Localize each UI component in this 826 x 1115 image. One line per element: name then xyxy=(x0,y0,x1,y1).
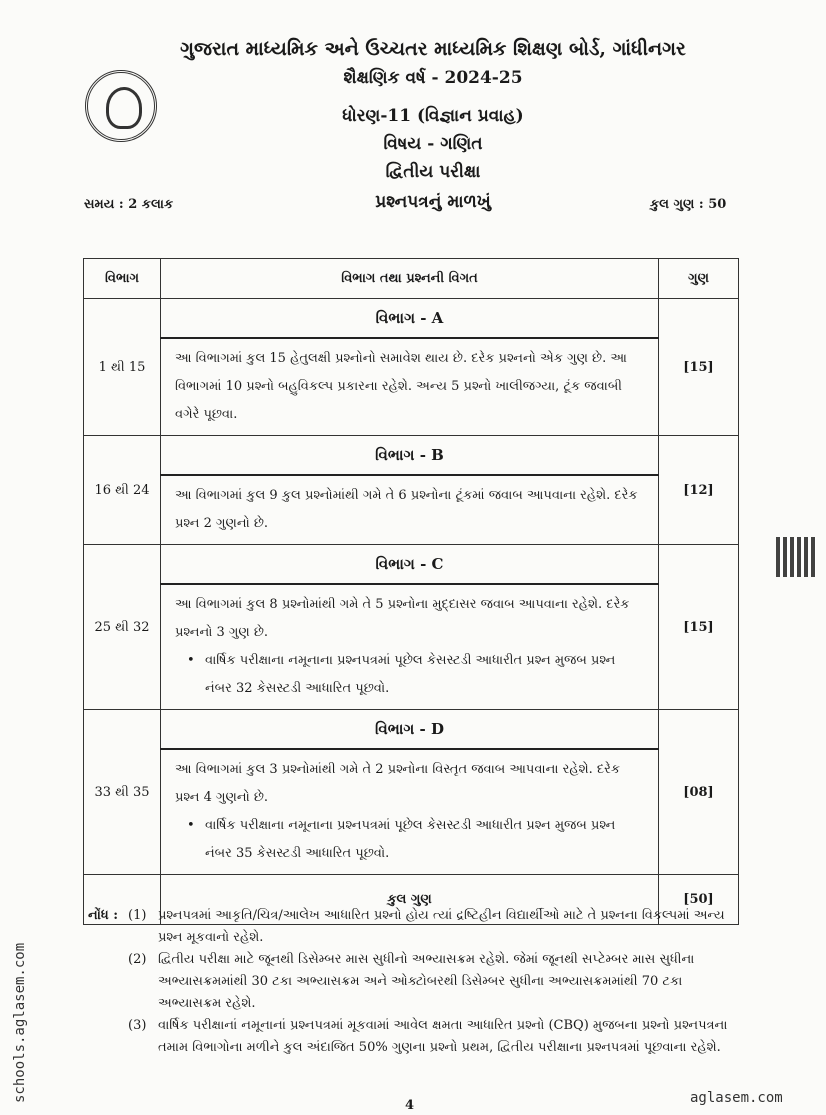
paper-structure-title: પ્રશ્નપત્રનું માળખું xyxy=(375,192,491,212)
total-label: કુલ ગુણ xyxy=(161,875,659,925)
section-range: 16 થી 24 xyxy=(84,436,161,545)
time-duration: સમય : 2 કલાક xyxy=(84,197,174,212)
section-bullet: • વાર્ષિક પરીક્ષાના નમૂનાના પ્રશ્નપત્રમાં પૂછેલ કેસસ્ટડી આધારીત પ્રશ્ન મુજબ પ્રશ્ન નંબર 35 કેસસ્ટડી આધારિત પૂછવો. xyxy=(175,812,644,868)
header-details: વિભાગ તથા પ્રશ્નની વિગત xyxy=(161,259,659,299)
section-bullet: • વાર્ષિક પરીક્ષાના નમૂનાના પ્રશ્નપત્રમાં પૂછેલ કેસસ્ટડી આધારીત પ્રશ્ન મુજબ પ્રશ્ન નંબર 32 કેસસ્ટડી આધારિત પૂછવો. xyxy=(175,647,644,703)
section-marks: [15] xyxy=(659,545,739,710)
table-header-row xyxy=(84,259,739,299)
paper-structure-table xyxy=(83,258,739,925)
section-marks: [12] xyxy=(659,436,739,545)
note-text: પ્રશ્નપત્રમાં આકૃતિ/ચિત્ર/આલેખ આધારિત પ્રશ્નો હોય ત્યાં દ્રષ્ટિહીન વિદ્યાર્થીઓ માટે તે પ્રશ્નના વિકલ્પમાં અન્ય પ્રશ્ન મૂકવાનો રહેશે. xyxy=(158,908,725,945)
page-number: 4 xyxy=(405,1098,415,1113)
section-text: આ વિભાગમાં કુલ 15 હેતુલક્ષી પ્રશ્નોનો સમાવેશ થાય છે. દરેક પ્રશ્નનો એક ગુણ છે. આ વિભાગમાં 10 પ્રશ્નો બહુવિકલ્પ પ્રકારના રહેશે. અન્ય 5 પ્રશ્નો ખાલીજગ્યા, ટૂંક જવાબી વગેરે પૂછવા. xyxy=(161,338,659,436)
section-c-title-row xyxy=(84,545,739,585)
notes xyxy=(88,905,748,1059)
section-text: આ વિભાગમાં કુલ 8 પ્રશ્નોમાંથી ગમે તે 5 પ્રશ્નોના મુદ્દાસર જવાબ આપવાના રહેશે. દરેક પ્રશ્નનો 3 ગુણ છે. xyxy=(175,597,630,640)
total-marks: [50] xyxy=(659,875,739,925)
note-number: (3) xyxy=(128,1018,147,1033)
note-text: દ્વિતીય પરીક્ષા માટે જૂનથી ડિસેમ્બર માસ સુધીનો અભ્યાસક્રમ રહેશે. જેમાં જૂનથી સપ્ટેમ્બર માસ સુધીના અભ્યાસક્રમમાંથી 30 ટકા અભ્યાસક્રમ અને ઓક્ટોબરથી ડિસેમ્બર સુધીના અભ્યાસક્રમમાંથી 70 ટકા અભ્યાસક્રમ રહેશે. xyxy=(158,952,695,1011)
section-marks: [15] xyxy=(659,299,739,436)
section-a-title-row xyxy=(84,299,739,339)
notes-label: નોંધ : xyxy=(88,908,119,923)
section-marks: [08] xyxy=(659,710,739,875)
section-title: વિભાગ - C xyxy=(161,545,659,585)
section-d-title-row xyxy=(84,710,739,750)
section-title: વિભાગ - D xyxy=(161,710,659,750)
header-marks: ગુણ xyxy=(659,259,739,299)
section-range: 33 થી 35 xyxy=(84,710,161,875)
section-text: આ વિભાગમાં કુલ 9 કુલ પ્રશ્નોમાંથી ગમે તે 6 પ્રશ્નોના ટૂંકમાં જવાબ આપવાના રહેશે. દરેક પ્રશ્ન 2 ગુણનો છે. xyxy=(161,475,659,545)
note-text: વાર્ષિક પરીક્ષાનાં નમૂનાનાં પ્રશ્નપત્રમાં મૂકવામાં આવેલ ક્ષમતા આધારિત પ્રશ્નો (CBQ) મુજબના પ્રશ્નો પ્રશ્નપત્રના તમામ વિભાગોના મળીને કુલ અંદાજિત 50% ગુણના પ્રશ્નો પ્રથમ, દ્વિતીય પરીક્ષાના પ્રશ્નપત્રમાં પૂછવાના રહેશે. xyxy=(158,1018,728,1055)
note-number: (2) xyxy=(128,952,147,967)
exam-name: દ્વિતીય પરીક્ષા xyxy=(385,162,481,182)
bottom-watermark: aglasem.com xyxy=(690,1090,783,1106)
side-watermark: schools.aglasem.com xyxy=(12,942,28,1103)
total-marks-header: કુલ ગુણ : 50 xyxy=(650,197,727,212)
note-number: (1) xyxy=(128,908,147,923)
section-title: વિભાગ - A xyxy=(161,299,659,339)
section-range: 25 થી 32 xyxy=(84,545,161,710)
standard: ધોરણ-11 (વિજ્ઞાન પ્રવાહ) xyxy=(342,106,524,126)
subject: વિષય - ગણિત xyxy=(383,134,483,154)
section-text: આ વિભાગમાં કુલ 3 પ્રશ્નોમાંથી ગમે તે 2 પ્રશ્નોના વિસ્તૃત જવાબ આપવાના રહેશે. દરેક પ્રશ્ન 4 ગુણનો છે. xyxy=(175,762,621,805)
section-b-title-row xyxy=(84,436,739,476)
header-section: વિભાગ xyxy=(84,259,161,299)
section-title: વિભાગ - B xyxy=(161,436,659,476)
section-range: 1 થી 15 xyxy=(84,299,161,436)
board-name: ગુજરાત માધ્યમિક અને ઉચ્ચતર માધ્યમિક શિક્ષણ બોર્ડ, ગાંધીનગર xyxy=(180,38,686,60)
qr-code-icon xyxy=(776,537,816,577)
academic-year: શૈક્ષણિક વર્ષ - 2024-25 xyxy=(343,68,523,88)
